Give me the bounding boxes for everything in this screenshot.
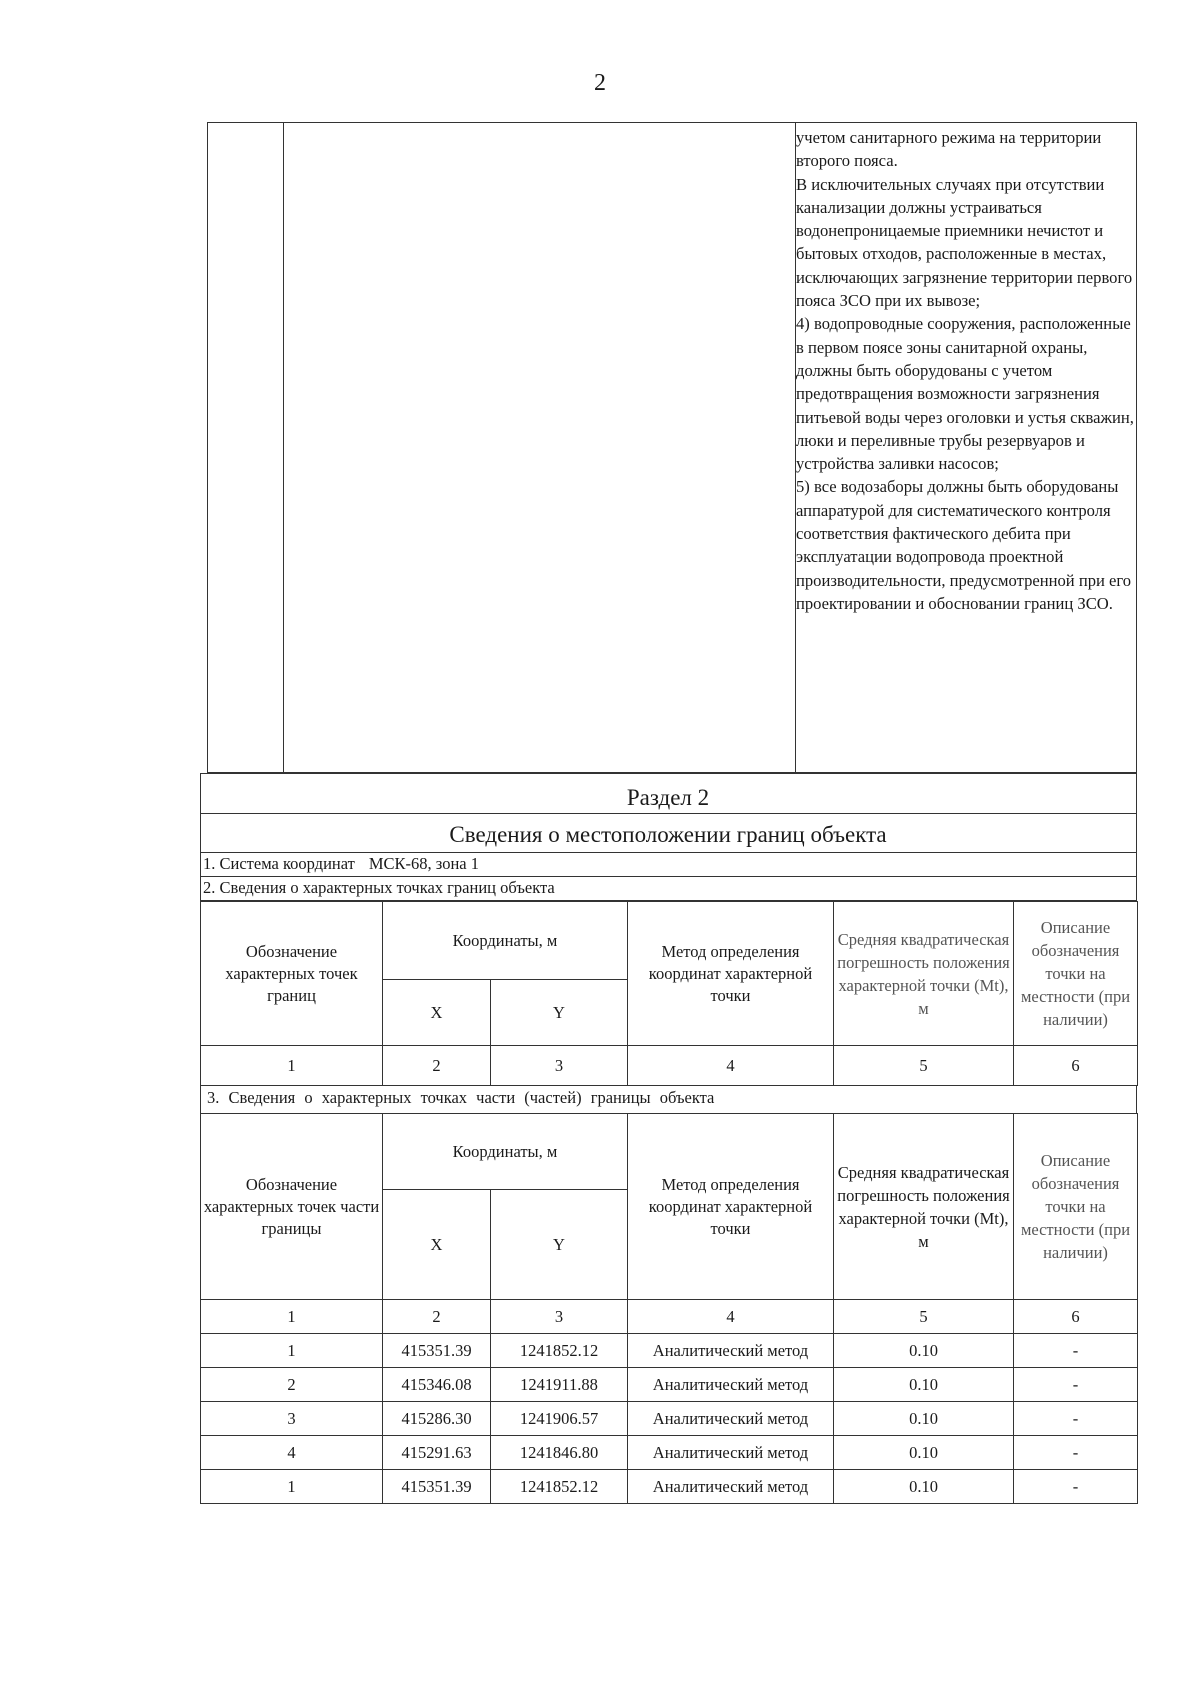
cell-x: 415286.30 xyxy=(383,1402,491,1436)
col-number: 4 xyxy=(628,1300,834,1334)
cell-y: 1241852.12 xyxy=(491,1470,628,1504)
cell-method: Аналитический метод xyxy=(628,1470,834,1504)
parts-title: 3. Сведения о характерных точках части (частей) границы объекта xyxy=(200,1085,1137,1113)
cell-mt: 0.10 xyxy=(834,1368,1014,1402)
col-number: 5 xyxy=(834,1046,1014,1086)
table-row xyxy=(201,1470,1138,1504)
col-number: 6 xyxy=(1014,1300,1138,1334)
cell-desc: - xyxy=(1014,1470,1138,1504)
text-paragraph: 4) водопроводные сооружения, расположенные в первом поясе зоны санитарной охраны, должны быть оборудованы с учетом предотвращения возможности загрязнения питьевой воды через оголовки и устья скважин, люки и переливные трубы резервуаров и устройства заливки насосов; xyxy=(796,314,1134,474)
cell-method: Аналитический метод xyxy=(628,1436,834,1470)
cell-desc: - xyxy=(1014,1368,1138,1402)
section-title: Раздел 2 xyxy=(626,785,710,810)
col-header-coords: Координаты, м xyxy=(383,1114,628,1190)
col-header-coords: Координаты, м xyxy=(383,902,628,980)
coord-system-value: МСК-68, зона 1 xyxy=(368,854,479,873)
cell-method: Аналитический метод xyxy=(628,1334,834,1368)
cell-x: 415351.39 xyxy=(383,1470,491,1504)
cell-desc: - xyxy=(1014,1334,1138,1368)
col-number: 4 xyxy=(628,1046,834,1086)
cell-mt: 0.10 xyxy=(834,1470,1014,1504)
table-row xyxy=(201,1402,1138,1436)
cell-y: 1241911.88 xyxy=(491,1368,628,1402)
cell-method: Аналитический метод xyxy=(628,1368,834,1402)
cell-desc: - xyxy=(1014,1436,1138,1470)
cell-mt: 0.10 xyxy=(834,1402,1014,1436)
col-header-method: Метод определения координат характерной точки xyxy=(628,902,834,1046)
col-number: 3 xyxy=(491,1046,628,1086)
col-header-error: Средняя квадратическая погрешность положения характерной точки (Mt), м xyxy=(834,1114,1014,1300)
continuation-col-text xyxy=(796,126,1136,615)
continuation-col-number xyxy=(208,123,284,772)
table-row xyxy=(201,1334,1138,1368)
col-header-y: Y xyxy=(491,1190,628,1300)
cell-mt: 0.10 xyxy=(834,1436,1014,1470)
col-header-x: X xyxy=(383,980,491,1046)
col-number: 6 xyxy=(1014,1046,1138,1086)
points-title: 2. Сведения о характерных точках границ объекта xyxy=(200,877,1137,901)
col-header-point: Обозначение характерных точек границ xyxy=(201,902,383,1046)
table-row xyxy=(201,1436,1138,1470)
section-subtitle: Сведения о местоположении границ объекта xyxy=(449,822,887,847)
col-header-method: Метод определения координат характерной точки xyxy=(628,1114,834,1300)
cell-x: 415346.08 xyxy=(383,1368,491,1402)
text-paragraph: учетом санитарного режима на территории второго пояса. xyxy=(796,128,1102,171)
col-header-description: Описание обозначения точки на местности (при наличии) xyxy=(1014,902,1138,1046)
coord-system-label: 1. Система координат xyxy=(203,854,355,873)
cell-y: 1241906.57 xyxy=(491,1402,628,1436)
col-number: 2 xyxy=(383,1300,491,1334)
page-number: 2 xyxy=(594,70,606,96)
cell-point: 1 xyxy=(201,1470,383,1504)
boundary-points-table xyxy=(200,901,1138,1086)
cell-x: 415351.39 xyxy=(383,1334,491,1368)
cell-y: 1241846.80 xyxy=(491,1436,628,1470)
section-divider xyxy=(200,813,1137,814)
cell-x: 415291.63 xyxy=(383,1436,491,1470)
cell-point: 2 xyxy=(201,1368,383,1402)
continuation-col-name xyxy=(284,123,796,772)
col-number: 5 xyxy=(834,1300,1014,1334)
col-number: 1 xyxy=(201,1300,383,1334)
text-paragraph: В исключительных случаях при отсутствии канализации должны устраиваться водонепроницаемые приемники нечистот и бытовых отходов, расположенные в местах, исключающих загрязнение территории первого пояса ЗСО при их вывозе; xyxy=(796,174,1133,311)
cell-point: 1 xyxy=(201,1334,383,1368)
col-header-description: Описание обозначения точки на местности (при наличии) xyxy=(1014,1114,1138,1300)
cell-mt: 0.10 xyxy=(834,1334,1014,1368)
coord-system-line xyxy=(200,853,1137,877)
text-paragraph: 5) все водозаборы должны быть оборудованы аппаратурой для систематического контроля соответствия фактического дебита при эксплуатации водопровода проектной производительности, предусмотренной при его проектировании и обосновании границ ЗСО. xyxy=(796,477,1132,613)
cell-method: Аналитический метод xyxy=(628,1402,834,1436)
col-number: 2 xyxy=(383,1046,491,1086)
cell-point: 4 xyxy=(201,1436,383,1470)
table-row xyxy=(201,1368,1138,1402)
col-number: 3 xyxy=(491,1300,628,1334)
continuation-table xyxy=(207,122,1137,773)
col-header-error: Средняя квадратическая погрешность положения характерной точки (Mt), м xyxy=(834,902,1014,1046)
cell-desc: - xyxy=(1014,1402,1138,1436)
col-number: 1 xyxy=(201,1046,383,1086)
cell-y: 1241852.12 xyxy=(491,1334,628,1368)
cell-point: 3 xyxy=(201,1402,383,1436)
col-header-x: X xyxy=(383,1190,491,1300)
part-points-table xyxy=(200,1113,1138,1504)
col-header-point: Обозначение характерных точек части границы xyxy=(201,1114,383,1300)
col-header-y: Y xyxy=(491,980,628,1046)
